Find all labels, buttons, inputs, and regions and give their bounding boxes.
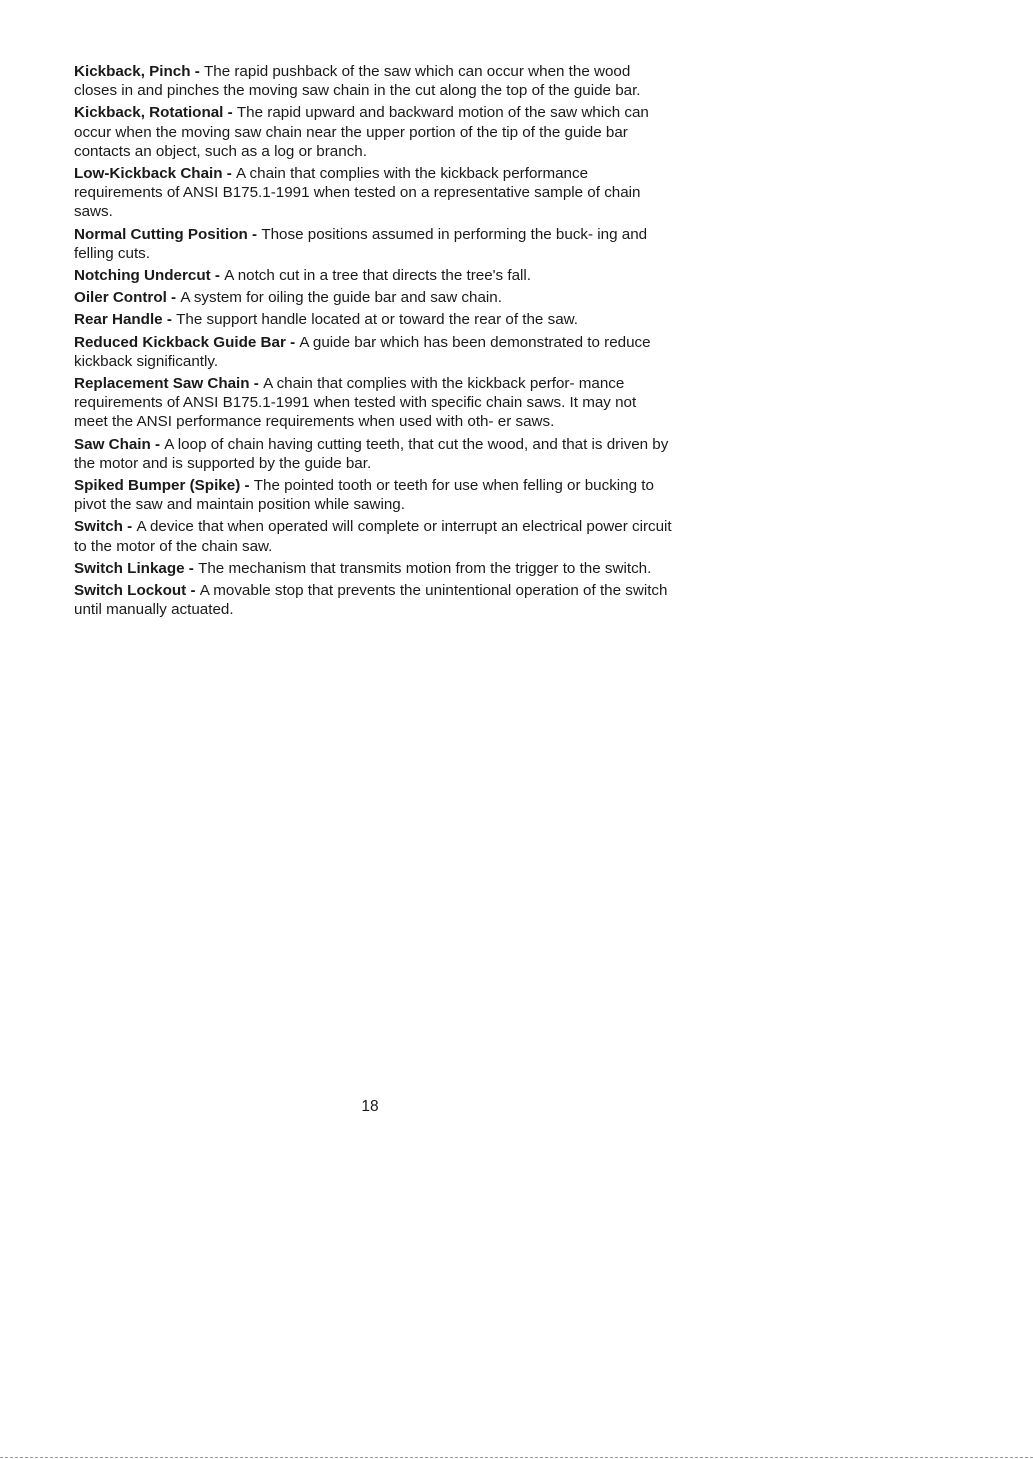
page-number: 18 bbox=[361, 1098, 379, 1115]
glossary-definition: The rapid pushback of the saw which can occur when the wood closes in and pinches the moving saw chain in the cut along the top of the guide bar. bbox=[74, 63, 641, 100]
glossary-entry bbox=[74, 62, 674, 100]
glossary-entry bbox=[74, 103, 674, 161]
glossary-term: Replacement Saw Chain - bbox=[74, 375, 264, 393]
glossary-term: Normal Cutting Position - bbox=[74, 225, 262, 243]
glossary-definition: A guide bar which has been demonstrated to reduce kickback significantly. bbox=[74, 333, 651, 370]
glossary-definition: Those positions assumed in performing the buck- ing and felling cuts. bbox=[74, 225, 648, 262]
glossary-entry bbox=[74, 374, 674, 432]
glossary-term: Switch Lockout - bbox=[74, 582, 200, 600]
glossary-term: Oiler Control - bbox=[74, 289, 181, 307]
glossary-term: Switch Linkage - bbox=[74, 559, 199, 577]
page-bottom-rule bbox=[0, 1457, 1033, 1458]
glossary-term: Reduced Kickback Guide Bar - bbox=[74, 333, 300, 351]
glossary-entry bbox=[74, 435, 674, 473]
glossary-definition: A notch cut in a tree that directs the tree's fall. bbox=[224, 267, 531, 285]
glossary-entry bbox=[74, 266, 674, 285]
glossary-definition: The mechanism that transmits motion from the trigger to the switch. bbox=[198, 559, 652, 577]
glossary-term: Switch - bbox=[74, 518, 137, 536]
glossary-definition: The support handle located at or toward the rear of the saw. bbox=[176, 311, 578, 329]
glossary-term: Kickback, Pinch - bbox=[74, 63, 204, 80]
glossary-term: Saw Chain - bbox=[74, 435, 165, 453]
glossary-definition: A movable stop that prevents the unintentional operation of the switch until manually actuated. bbox=[74, 582, 668, 619]
glossary-term: Rear Handle - bbox=[74, 311, 177, 329]
glossary-entry bbox=[74, 310, 674, 329]
glossary-entry bbox=[74, 517, 674, 555]
glossary-definition: The pointed tooth or teeth for use when felling or bucking to pivot the saw and maintain position while sawing. bbox=[74, 477, 654, 514]
glossary-definition: The rapid upward and backward motion of the saw which can occur when the moving saw chain near the upper portion of the tip of the guide bar contacts an object, such as a log or branch. bbox=[74, 104, 649, 160]
glossary-definition: A loop of chain having cutting teeth, that cut the wood, and that is driven by the motor and is supported by the guide bar. bbox=[74, 435, 669, 472]
glossary-entry bbox=[74, 559, 674, 578]
glossary-entry bbox=[74, 288, 674, 307]
glossary-entry bbox=[74, 581, 674, 619]
glossary-term: Spiked Bumper (Spike) - bbox=[74, 477, 254, 495]
glossary-term: Kickback, Rotational - bbox=[74, 104, 237, 122]
glossary-term: Notching Undercut - bbox=[74, 267, 225, 285]
glossary-term: Low-Kickback Chain - bbox=[74, 165, 237, 183]
glossary-definition: A system for oiling the guide bar and saw chain. bbox=[180, 289, 502, 307]
glossary-definition: A chain that complies with the kickback performance requirements of ANSI B175.1-1991 when tested on a representative sample of chain saws. bbox=[74, 165, 641, 221]
glossary-entry bbox=[74, 164, 674, 222]
glossary-entry bbox=[74, 333, 674, 371]
glossary-entry bbox=[74, 476, 674, 514]
glossary-list bbox=[74, 62, 674, 622]
glossary-definition: A device that when operated will complete or interrupt an electrical power circuit to the motor of the chain saw. bbox=[74, 518, 672, 555]
glossary-entry bbox=[74, 225, 674, 263]
glossary-definition: A chain that complies with the kickback perfor- mance requirements of ANSI B175.1-1991 when tested with specific chain saws. It may not meet the ANSI performance requirements when used with oth- er saws. bbox=[74, 375, 637, 431]
